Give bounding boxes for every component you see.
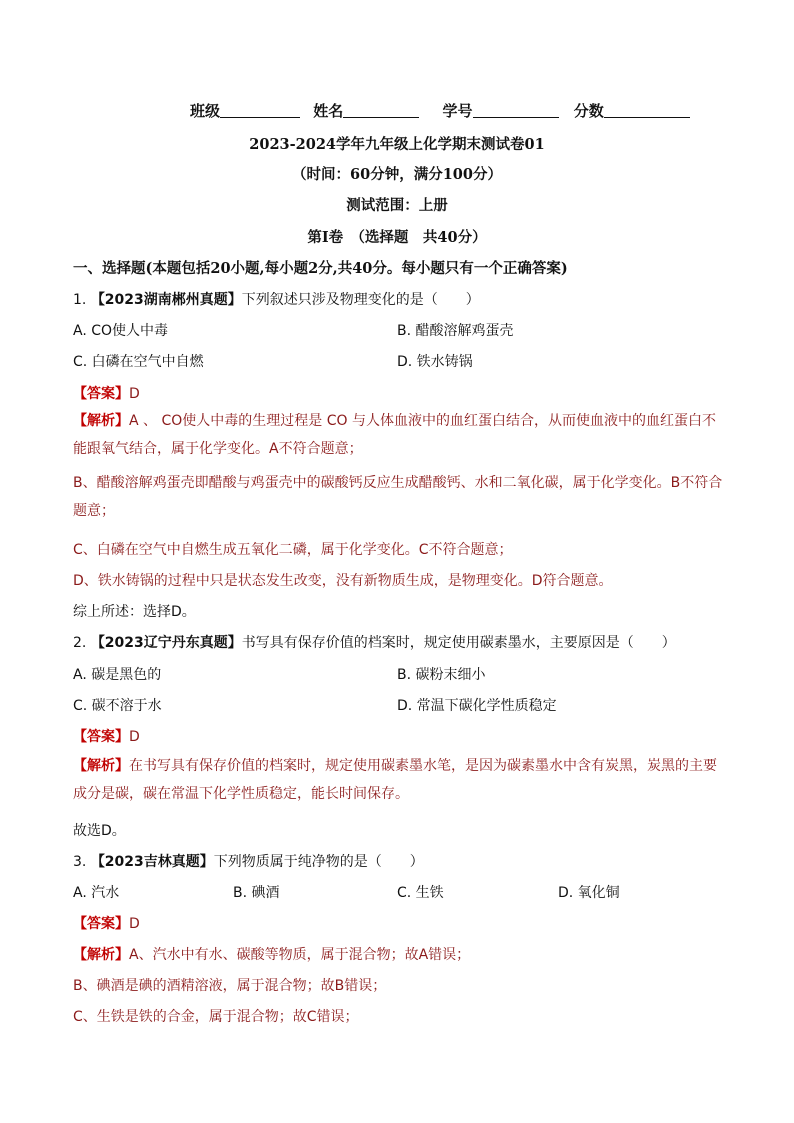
question-number: 1. xyxy=(73,292,87,308)
question-1-stem xyxy=(73,289,480,309)
question-source: 【2023吉林真题】 xyxy=(90,854,214,870)
q2-answer xyxy=(73,726,140,746)
question-source: 【2023辽宁丹东真题】 xyxy=(90,635,242,651)
analysis-text: A 、 CO使人中毒的生理过程是 CO 与人体血液中的血红蛋白结合，从而使血液中的血红蛋白不能跟氧气结合，属于化学变化。A不符合题意； xyxy=(73,413,716,457)
class-label: 班级 xyxy=(190,102,221,120)
q3-option-c: C. 生铁 xyxy=(397,885,444,901)
q3-option-d: D. 氧化铜 xyxy=(558,885,620,901)
question-text: 下列物质属于纯净物的是（ ） xyxy=(213,854,424,870)
q1-analysis-d: D、铁水铸锅的过程中只是状态发生改变，没有新物质生成，是物理变化。D符合题意。 xyxy=(73,573,613,589)
q2-option-d: D. 常温下碳化学性质稳定 xyxy=(397,698,557,714)
answer-value: D xyxy=(129,729,140,745)
q3-analysis-c: C、生铁是铁的合金，属于混合物；故C错误； xyxy=(73,1009,359,1025)
q1-analysis-a xyxy=(73,407,723,463)
analysis-text: A、汽水中有水、碳酸等物质，属于混合物；故A错误； xyxy=(129,947,471,963)
q1-option-b: B. 醋酸溶解鸡蛋壳 xyxy=(397,323,514,339)
question-number: 2. xyxy=(73,635,87,651)
volume-heading: 第Ⅰ卷 （选择题 共40分） xyxy=(307,229,487,246)
student-id-label: 学号 xyxy=(442,102,473,120)
q2-analysis xyxy=(73,752,723,808)
class-blank[interactable] xyxy=(220,103,300,118)
analysis-tag: 【解析】 xyxy=(73,413,129,429)
q3-option-a: A. 汽水 xyxy=(73,885,120,901)
q3-answer xyxy=(73,913,140,933)
answer-value: D xyxy=(129,386,140,402)
score-blank[interactable] xyxy=(604,103,690,118)
q1-analysis-c: C、白磷在空气中自燃生成五氧化二磷，属于化学变化。C不符合题意； xyxy=(73,542,513,558)
student-id-blank[interactable] xyxy=(473,103,559,118)
question-source: 【2023湖南郴州真题】 xyxy=(90,292,242,308)
analysis-tag: 【解析】 xyxy=(73,947,129,963)
analysis-tag: 【解析】 xyxy=(73,758,129,774)
q1-option-d: D. 铁水铸锅 xyxy=(397,354,473,370)
q1-option-c: C. 白磷在空气中自燃 xyxy=(73,354,204,370)
question-number: 3. xyxy=(73,854,87,870)
q2-option-a: A. 碳是黑色的 xyxy=(73,667,162,683)
student-info-line xyxy=(190,100,690,121)
time-info: （时间：60分钟，满分100分） xyxy=(292,166,502,183)
q3-option-b: B. 碘酒 xyxy=(233,885,280,901)
answer-value: D xyxy=(129,916,140,932)
q2-option-b: B. 碳粉末细小 xyxy=(397,667,486,683)
score-label: 分数 xyxy=(573,102,604,120)
question-3-stem xyxy=(73,851,424,871)
q3-analysis-a xyxy=(73,944,470,964)
answer-tag: 【答案】 xyxy=(73,729,129,745)
name-blank[interactable] xyxy=(343,103,419,118)
test-scope: 测试范围：上册 xyxy=(346,197,448,214)
exam-title: 2023-2024学年九年级上化学期末测试卷01 xyxy=(249,136,545,153)
q1-analysis-b: B、醋酸溶解鸡蛋壳即醋酸与鸡蛋壳中的碳酸钙反应生成醋酸钙、水和二氧化碳，属于化学变化。B不符合题意； xyxy=(73,475,723,519)
question-text: 下列叙述只涉及物理变化的是（ ） xyxy=(241,292,480,308)
analysis-text: 在书写具有保存价值的档案时，规定使用碳素墨水笔，是因为碳素墨水中含有炭黑，炭黑的主要成分是碳，碳在常温下化学性质稳定，能长时间保存。 xyxy=(73,758,717,802)
q2-conclusion: 故选D。 xyxy=(73,823,126,839)
q2-option-c: C. 碳不溶于水 xyxy=(73,698,162,714)
question-text: 书写具有保存价值的档案时，规定使用碳素墨水，主要原因是（ ） xyxy=(241,635,676,651)
question-2-stem xyxy=(73,632,676,652)
q1-conclusion: 综上所述：选择D。 xyxy=(73,604,196,620)
name-label: 姓名 xyxy=(313,102,344,120)
answer-tag: 【答案】 xyxy=(73,386,129,402)
q1-option-a: A. CO使人中毒 xyxy=(73,323,169,339)
answer-tag: 【答案】 xyxy=(73,916,129,932)
section-title: 一、选择题(本题包括20小题,每小题2分,共40分。每小题只有一个正确答案) xyxy=(73,260,568,277)
q3-analysis-b: B、碘酒是碘的酒精溶液，属于混合物；故B错误； xyxy=(73,978,387,994)
q1-answer xyxy=(73,383,140,403)
